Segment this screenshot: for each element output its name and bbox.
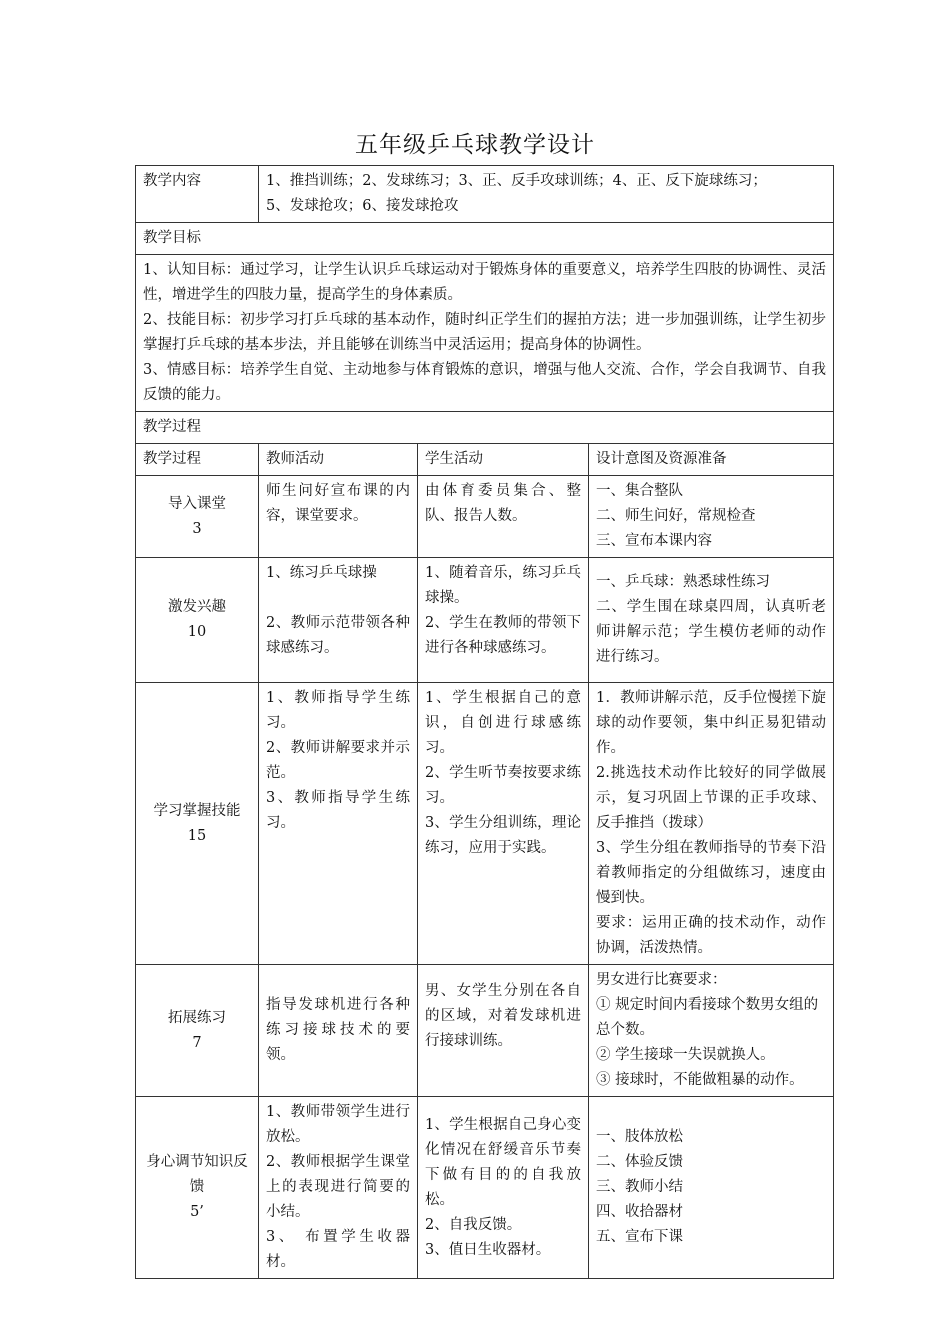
stage-cell: [136, 558, 259, 683]
table-row: [136, 558, 834, 683]
teacher-cell: [259, 1097, 418, 1279]
stage-name: 学习掌握技能: [153, 802, 241, 819]
design-line: 1．教师讲解示范，反手位慢搓下旋球的动作要领，集中纠正易犯错动作。: [596, 690, 826, 756]
student-line: 2、学生听节奏按要求练习。: [425, 765, 581, 806]
stage-name: 拓展练习: [168, 1009, 226, 1026]
teacher-cell: [259, 683, 418, 965]
stage-name: 导入课堂: [168, 495, 226, 512]
teacher-line: 2、教师示范带领各种球感练习。: [266, 615, 410, 656]
student-cell: [418, 476, 589, 558]
content-line: 1、推挡训练；2、发球练习；3、正、反手攻球训练；4、正、反下旋球练习；: [266, 173, 767, 189]
stage-minutes: 5’: [190, 1204, 204, 1220]
design-line: ② 学生接球一失误就换人。: [596, 1047, 775, 1063]
design-cell: [589, 683, 834, 965]
stage-cell: [136, 1097, 259, 1279]
stage-cell: [136, 965, 259, 1097]
column-header: 教师活动: [259, 444, 418, 476]
table-row: [136, 476, 834, 558]
content-line: 5、发球抢攻；6、接发球抢攻: [266, 198, 459, 214]
process-label: 教学过程: [136, 412, 834, 444]
teacher-line: 1、练习乒乓球操: [266, 565, 377, 581]
design-line: 三、宣布本课内容: [596, 533, 712, 549]
student-cell: [418, 683, 589, 965]
teacher-line: 1、教师指导学生练习。: [266, 690, 410, 731]
design-cell: [589, 965, 834, 1097]
column-header: 设计意图及资源准备: [589, 444, 834, 476]
stage-name: 激发兴趣: [168, 599, 226, 615]
column-header: 教学过程: [136, 444, 259, 476]
goals-label: 教学目标: [136, 223, 834, 255]
design-line: 3、学生分组在教师指导的节奏下沿着教师指定的分组做练习，速度由慢到快。: [596, 840, 826, 906]
student-line: 由体育委员集合、整队、报告人数。: [425, 483, 581, 524]
stage-name: 身心调节知识反馈: [146, 1154, 248, 1195]
stage-cell: [136, 683, 259, 965]
stage-minutes: 15: [187, 827, 207, 844]
student-line: 2、学生在教师的带领下进行各种球感练习。: [425, 615, 581, 656]
student-line: 1、学生根据自己身心变化情况在舒缓音乐节奏下做有目的的自我放松。: [425, 1116, 581, 1208]
design-line: 二、体验反馈: [596, 1154, 683, 1170]
student-cell: [418, 965, 589, 1097]
student-line: 男、女学生分别在各自的区域，对着发球机进行接球训练。: [425, 983, 581, 1049]
student-line: 3、学生分组训练，理论练习，应用于实践。: [425, 815, 581, 856]
table-row: [136, 1097, 834, 1279]
document-title: 五年级乒乓球教学设计: [355, 132, 595, 158]
goal-paragraph: 3、情感目标：培养学生自觉、主动地参与体育锻炼的意识，增强与他人交流、合作，学会自我调节、自我反馈的能力。: [143, 362, 826, 403]
student-line: 1、随着音乐，练习乒乓球操。: [425, 565, 581, 606]
goals-header-row: [136, 223, 834, 255]
stage-cell: [136, 476, 259, 558]
process-header-row: [136, 412, 834, 444]
design-line: 一、集合整队: [596, 483, 683, 499]
content-label: 教学内容: [136, 166, 259, 223]
design-line: 五、宣布下课: [596, 1229, 683, 1245]
goals-text: [136, 255, 834, 412]
lesson-plan-table: [135, 165, 834, 1279]
stage-minutes: 10: [187, 624, 207, 640]
design-line: 二、师生问好，常规检查: [596, 508, 756, 524]
stage-minutes: 7: [192, 1034, 202, 1051]
goal-paragraph: 2、技能目标：初步学习打乒乓球的基本动作，随时纠正学生们的握拍方法；进一步加强训练，让学生初步掌握打乒乓球的基本步法，并且能够在训练当中灵活运用；提高身体的协调性。: [143, 312, 826, 353]
student-line: 2、自我反馈。: [425, 1216, 522, 1233]
design-line: 要求：运用正确的技术动作，动作协调，活泼热情。: [596, 915, 826, 956]
design-line: 男女进行比赛要求：: [596, 972, 727, 988]
design-line: ① 规定时间内看接球个数男女组的总个数。: [596, 997, 819, 1038]
design-cell: [589, 1097, 834, 1279]
column-header: 学生活动: [418, 444, 589, 476]
teacher-line: 2、教师根据学生课堂上的表现进行简要的小结。: [266, 1154, 410, 1220]
design-line: 四、收拾器材: [596, 1204, 683, 1220]
teacher-line: 1、教师带领学生进行放松。: [266, 1104, 410, 1145]
column-header-row: [136, 444, 834, 476]
content-row: [136, 166, 834, 223]
goals-row: [136, 255, 834, 412]
design-cell: [589, 476, 834, 558]
student-cell: [418, 1097, 589, 1279]
teacher-cell: [259, 558, 418, 683]
stage-minutes: 3: [192, 520, 202, 537]
student-line: 1、学生根据自己的意识，自创进行球感练习。: [425, 690, 581, 756]
design-line: 一、肢体放松: [596, 1129, 683, 1145]
design-line: 二、学生围在球桌四周，认真听老师讲解示范；学生模仿老师的动作进行练习。: [596, 599, 826, 665]
design-line: 一、乒乓球：熟悉球性练习: [596, 574, 770, 590]
content-text: [259, 166, 834, 223]
student-cell: [418, 558, 589, 683]
teacher-line: 3、 布置学生收器材。: [266, 1229, 410, 1270]
teacher-cell: [259, 476, 418, 558]
design-cell: [589, 558, 834, 683]
design-line: ③ 接球时，不能做粗暴的动作。: [596, 1072, 804, 1088]
teacher-line: 3、教师指导学生练习。: [266, 790, 410, 831]
teacher-line: 指导发球机进行各种练习接球技术的要领。: [266, 997, 410, 1063]
design-line: 2.挑选技术动作比较好的同学做展示，复习巩固上节课的正手攻球、反手推挡（拨球）: [596, 765, 826, 831]
teacher-cell: [259, 965, 418, 1097]
design-line: 三、教师小结: [596, 1179, 683, 1195]
teacher-line: [266, 586, 410, 611]
goal-paragraph: 1、认知目标：通过学习，让学生认识乒乓球运动对于锻炼身体的重要意义，培养学生四肢的协调性、灵活性，增进学生的四肢力量，提高学生的身体素质。: [143, 262, 826, 303]
student-line: 3、值日生收器材。: [425, 1241, 551, 1258]
table-row: [136, 683, 834, 965]
teacher-line: 师生问好宣布课的内容，课堂要求。: [266, 483, 410, 524]
table-row: [136, 965, 834, 1097]
teacher-line: 2、教师讲解要求并示范。: [266, 740, 410, 781]
